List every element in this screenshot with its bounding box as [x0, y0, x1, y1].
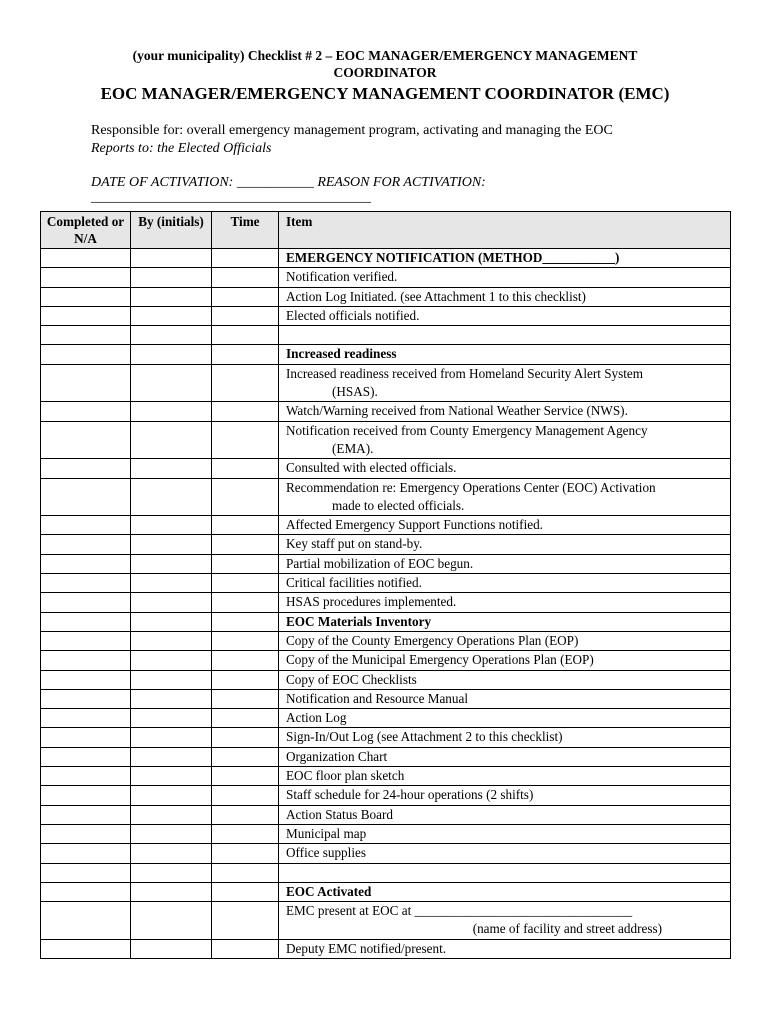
completed-cell[interactable] [41, 287, 131, 306]
table-row [41, 306, 731, 325]
by-cell[interactable] [131, 326, 212, 345]
item-text: Elected officials notified. [286, 307, 420, 323]
item-cell [279, 516, 731, 535]
item-cell [279, 786, 731, 805]
table-header-row [41, 212, 731, 249]
table-row [41, 593, 731, 612]
table-row [41, 709, 731, 728]
completed-cell[interactable] [41, 612, 131, 631]
table-row [41, 364, 731, 402]
item-cell [279, 670, 731, 689]
item-text: EMERGENCY NOTIFICATION (METHOD___________) [286, 250, 620, 265]
item-text: Action Status Board [286, 806, 393, 822]
table-row [41, 689, 731, 708]
item-cell [279, 728, 731, 747]
time-cell[interactable] [212, 670, 279, 689]
table-row [41, 478, 731, 516]
item-address-caption: (name of facility and street address) [472, 921, 662, 937]
item-cell [279, 863, 731, 882]
item-cell [279, 459, 731, 478]
time-cell[interactable] [212, 402, 279, 421]
col-by: By (initials) [131, 212, 212, 249]
time-cell[interactable] [212, 612, 279, 631]
page-title: EOC MANAGER/EMERGENCY MANAGEMENT COORDINATOR (EMC) [100, 84, 670, 103]
table-row [41, 728, 731, 747]
table-row [41, 421, 731, 459]
completed-cell[interactable] [41, 402, 131, 421]
completed-cell[interactable] [41, 249, 131, 268]
item-cell [279, 345, 731, 364]
activation-date-line: DATE OF ACTIVATION: ___________ REASON FOR ACTIVATION: [91, 175, 486, 190]
by-cell[interactable] [131, 651, 212, 670]
by-cell[interactable] [131, 459, 212, 478]
by-cell[interactable] [131, 805, 212, 824]
table-row [41, 939, 731, 958]
time-cell[interactable] [212, 882, 279, 901]
reports-to: Reports to: the Elected Officials [91, 141, 272, 156]
item-text: Municipal map [286, 825, 367, 841]
time-cell[interactable] [212, 689, 279, 708]
item-text: Copy of EOC Checklists [286, 671, 417, 687]
table-row [41, 574, 731, 593]
table-row [41, 651, 731, 670]
by-cell[interactable] [131, 306, 212, 325]
table-row [41, 863, 731, 882]
completed-cell[interactable] [41, 747, 131, 766]
time-cell[interactable] [212, 326, 279, 345]
by-cell[interactable] [131, 268, 212, 287]
item-text: Partial mobilization of EOC begun. [286, 555, 474, 571]
by-cell[interactable] [131, 767, 212, 786]
completed-cell[interactable] [41, 268, 131, 287]
item-text: EMC present at EOC at _________________________________ [286, 903, 633, 919]
by-cell[interactable] [131, 516, 212, 535]
header-line1: (your municipality) Checklist # 2 – EOC MANAGER/EMERGENCY MANAGEMENT [132, 48, 638, 63]
item-text: Copy of the County Emergency Operations Plan (EOP) [286, 632, 579, 648]
item-cell [279, 268, 731, 287]
by-cell[interactable] [131, 709, 212, 728]
by-cell[interactable] [131, 728, 212, 747]
time-cell[interactable] [212, 593, 279, 612]
item-cell [279, 421, 731, 459]
table-row [41, 554, 731, 573]
time-cell[interactable] [212, 478, 279, 516]
header-subtitle [0, 47, 770, 81]
item-text: Notification and Resource Manual [286, 690, 469, 706]
item-text: EOC Activated [286, 883, 372, 899]
completed-cell[interactable] [41, 805, 131, 824]
time-cell[interactable] [212, 747, 279, 766]
completed-cell[interactable] [41, 786, 131, 805]
item-text-continued: made to elected officials. [332, 497, 465, 513]
table-row [41, 844, 731, 863]
time-cell[interactable] [212, 902, 279, 940]
time-cell[interactable] [212, 844, 279, 863]
completed-cell[interactable] [41, 709, 131, 728]
by-cell[interactable] [131, 939, 212, 958]
by-cell[interactable] [131, 689, 212, 708]
completed-cell[interactable] [41, 593, 131, 612]
completed-cell[interactable] [41, 345, 131, 364]
by-cell[interactable] [131, 902, 212, 940]
time-cell[interactable] [212, 459, 279, 478]
time-cell[interactable] [212, 421, 279, 459]
item-cell [279, 689, 731, 708]
item-cell [279, 402, 731, 421]
completed-cell[interactable] [41, 844, 131, 863]
by-cell[interactable] [131, 287, 212, 306]
completed-cell[interactable] [41, 939, 131, 958]
item-text: Key staff put on stand-by. [286, 536, 423, 552]
completed-cell[interactable] [41, 651, 131, 670]
completed-cell[interactable] [41, 326, 131, 345]
time-cell[interactable] [212, 767, 279, 786]
time-cell[interactable] [212, 287, 279, 306]
completed-cell[interactable] [41, 574, 131, 593]
time-cell[interactable] [212, 728, 279, 747]
table-row [41, 459, 731, 478]
by-cell[interactable] [131, 478, 212, 516]
item-text: Increased readiness [286, 346, 397, 362]
time-cell[interactable] [212, 306, 279, 325]
time-cell[interactable] [212, 345, 279, 364]
by-cell[interactable] [131, 364, 212, 402]
by-cell[interactable] [131, 535, 212, 554]
completed-cell[interactable] [41, 863, 131, 882]
item-text: Action Log Initiated. (see Attachment 1 to this checklist) [286, 288, 586, 304]
by-cell[interactable] [131, 844, 212, 863]
item-cell [279, 805, 731, 824]
completed-cell[interactable] [41, 728, 131, 747]
completed-cell[interactable] [41, 459, 131, 478]
time-cell[interactable] [212, 516, 279, 535]
by-cell[interactable] [131, 593, 212, 612]
table-row [41, 670, 731, 689]
time-cell[interactable] [212, 574, 279, 593]
responsible-for: Responsible for: overall emergency management program, activating and managing the EOC [91, 123, 613, 138]
table-row [41, 326, 731, 345]
completed-cell[interactable] [41, 421, 131, 459]
table-row [41, 882, 731, 901]
by-cell[interactable] [131, 863, 212, 882]
completed-cell[interactable] [41, 902, 131, 940]
col-item: Item [279, 212, 731, 249]
table-row [41, 249, 731, 268]
item-cell [279, 306, 731, 325]
item-text: Watch/Warning received from National Weather Service (NWS). [286, 403, 628, 419]
by-cell[interactable] [131, 554, 212, 573]
header-line1b: COORDINATOR [333, 65, 437, 80]
item-text: Staff schedule for 24-hour operations (2 shifts) [286, 787, 534, 803]
item-cell [279, 612, 731, 631]
item-text: Notification received from County Emergency Management Agency [286, 422, 648, 438]
time-cell[interactable] [212, 805, 279, 824]
item-text: HSAS procedures implemented. [286, 594, 457, 610]
completed-cell[interactable] [41, 478, 131, 516]
checklist-rows [41, 249, 731, 959]
completed-cell[interactable] [41, 364, 131, 402]
table-row [41, 786, 731, 805]
time-cell[interactable] [212, 631, 279, 650]
item-text: Copy of the Municipal Emergency Operations Plan (EOP) [286, 652, 594, 668]
item-cell [279, 326, 731, 345]
item-text: Increased readiness received from Homeland Security Alert System [286, 365, 644, 381]
item-text: Recommendation re: Emergency Operations Center (EOC) Activation [286, 479, 656, 495]
item-cell [279, 287, 731, 306]
completed-cell[interactable] [41, 767, 131, 786]
item-cell [279, 709, 731, 728]
table-row [41, 767, 731, 786]
time-cell[interactable] [212, 364, 279, 402]
item-text-continued: (HSAS). [332, 384, 378, 400]
by-cell[interactable] [131, 402, 212, 421]
item-cell [279, 593, 731, 612]
time-cell[interactable] [212, 939, 279, 958]
item-cell [279, 478, 731, 516]
item-cell [279, 767, 731, 786]
by-cell[interactable] [131, 345, 212, 364]
time-cell[interactable] [212, 554, 279, 573]
by-cell[interactable] [131, 882, 212, 901]
item-cell [279, 902, 731, 940]
table-row [41, 345, 731, 364]
table-row [41, 287, 731, 306]
completed-cell[interactable] [41, 670, 131, 689]
item-text: Action Log [286, 710, 347, 726]
time-cell[interactable] [212, 824, 279, 843]
checklist-table [40, 211, 731, 959]
table-row [41, 805, 731, 824]
item-cell [279, 651, 731, 670]
by-cell[interactable] [131, 786, 212, 805]
by-cell[interactable] [131, 824, 212, 843]
item-text: EOC Materials Inventory [286, 613, 432, 629]
completed-cell[interactable] [41, 554, 131, 573]
time-cell[interactable] [212, 249, 279, 268]
time-cell[interactable] [212, 863, 279, 882]
table-row [41, 824, 731, 843]
item-cell [279, 631, 731, 650]
time-cell[interactable] [212, 786, 279, 805]
item-cell [279, 364, 731, 402]
completed-cell[interactable] [41, 631, 131, 650]
table-row [41, 747, 731, 766]
time-cell[interactable] [212, 268, 279, 287]
by-cell[interactable] [131, 421, 212, 459]
item-cell [279, 554, 731, 573]
item-text: Consulted with elected officials. [286, 460, 457, 476]
item-text: Affected Emergency Support Functions notified. [286, 517, 543, 533]
time-cell[interactable] [212, 709, 279, 728]
table-row [41, 402, 731, 421]
completed-cell[interactable] [41, 689, 131, 708]
completed-cell[interactable] [41, 306, 131, 325]
item-cell [279, 535, 731, 554]
completed-cell[interactable] [41, 882, 131, 901]
by-cell[interactable] [131, 670, 212, 689]
item-cell [279, 824, 731, 843]
table-row [41, 631, 731, 650]
completed-cell[interactable] [41, 824, 131, 843]
item-text-continued: (EMA). [332, 440, 374, 456]
item-cell [279, 844, 731, 863]
by-cell[interactable] [131, 631, 212, 650]
by-cell[interactable] [131, 574, 212, 593]
table-row [41, 268, 731, 287]
table-row [41, 902, 731, 940]
item-cell [279, 249, 731, 268]
time-cell[interactable] [212, 651, 279, 670]
col-time: Time [212, 212, 279, 249]
by-cell[interactable] [131, 747, 212, 766]
table-row [41, 612, 731, 631]
time-cell[interactable] [212, 535, 279, 554]
item-text: Critical facilities notified. [286, 575, 422, 591]
item-cell [279, 882, 731, 901]
item-text: Notification verified. [286, 269, 398, 285]
reason-blank: ________________________________________ [91, 190, 371, 205]
item-cell [279, 747, 731, 766]
table-row [41, 516, 731, 535]
item-text: Office supplies [286, 845, 366, 861]
item-text: Deputy EMC notified/present. [286, 940, 447, 956]
completed-cell[interactable] [41, 516, 131, 535]
by-cell[interactable] [131, 612, 212, 631]
by-cell[interactable] [131, 249, 212, 268]
item-text: Sign-In/Out Log (see Attachment 2 to this checklist) [286, 729, 563, 745]
col-completed: Completed or N/A [41, 212, 131, 249]
item-text: EOC floor plan sketch [286, 768, 405, 784]
item-text: Organization Chart [286, 748, 388, 764]
item-cell [279, 939, 731, 958]
completed-cell[interactable] [41, 535, 131, 554]
table-row [41, 535, 731, 554]
item-cell [279, 574, 731, 593]
